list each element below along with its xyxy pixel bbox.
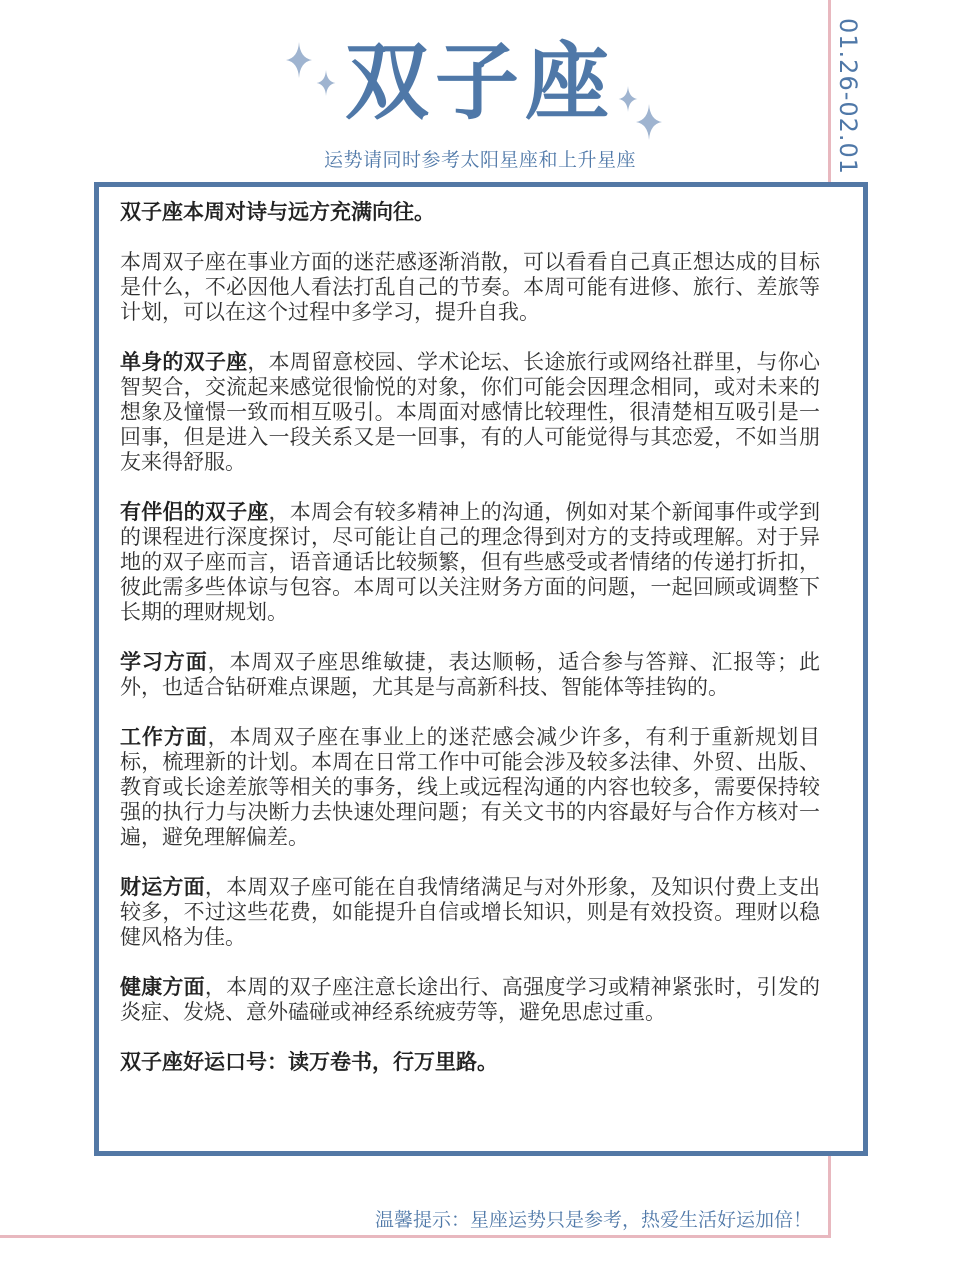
overview-paragraph: 本周双子座在事业方面的迷茫感逐渐消散，可以看看自己真正想达成的目标是什么，不必因他人看法打乱自己的节奏。本周可能有进修、旅行、差旅等计划，可以在这个过程中多学习，提升自我。 xyxy=(120,250,820,324)
page-subtitle: 运势请同时参考太阳星座和上升星座 xyxy=(323,149,636,171)
section-label: 财运方面 xyxy=(120,875,205,899)
date-range: 01.26-02.01 xyxy=(834,18,862,176)
section-label: 健康方面 xyxy=(120,975,205,999)
section-label: 有伴侣的双子座 xyxy=(120,500,269,524)
page-title: 双子座 xyxy=(344,33,615,131)
section-health: 健康方面，本周的双子座注意长途出行、高强度学习或精神紧张时，引发的炎症、发烧、意外磕碰或神经系统疲劳等，避免思虑过重。 xyxy=(120,975,820,1024)
section-work: 工作方面，本周双子座在事业上的迷茫感会减少许多，有利于重新规划目标，梳理新的计划。本周在日常工作中可能会涉及较多法律、外贸、出版、教育或长途差旅等相关的事务，线上或远程沟通的内容也较多，需要保持较强的执行力与决断力去快速处理问题；有关文书的内容最好与合作方核对一遍，避免理解偏差。 xyxy=(120,725,821,849)
horoscope-content xyxy=(120,200,820,1100)
section-label: 单身的双子座 xyxy=(120,350,248,374)
pink-horizontal-line xyxy=(0,1235,831,1238)
section-partnered: 有伴侣的双子座，本周会有较多精神上的沟通，例如对某个新闻事件或学到的课程进行深度探讨，尽可能让自己的理念得到对方的支持或理解。对于异地的双子座而言，语音通话比较频繁，但有些感受或者情绪的传递打折扣，彼此需多些体谅与包容。本周可以关注财务方面的问题，一起回顾或调整下长期的理财规划。 xyxy=(120,500,820,624)
intro-line: 双子座本周对诗与远方充满向往。 xyxy=(120,200,435,224)
section-study: 学习方面，本周双子座思维敏捷，表达顺畅，适合参与答辩、汇报等；此外，也适合钻研难点课题，尤其是与高新科技、智能体等挂钩的。 xyxy=(120,650,821,699)
footer-tip: 温馨提示：星座运势只是参考，热爱生活好运加倍！ xyxy=(374,1209,812,1231)
section-finance: 财运方面，本周双子座可能在自我情绪满足与对外形象，及知识付费上支出较多，不过这些花费，如能提升自信或增长知识，则是有效投资。理财以稳健风格为佳。 xyxy=(120,875,820,949)
slogan-line: 双子座好运口号：读万卷书，行万里路。 xyxy=(120,1050,498,1074)
section-label: 学习方面 xyxy=(120,650,208,674)
section-label: 工作方面 xyxy=(120,725,208,749)
section-single: 单身的双子座，本周留意校园、学术论坛、长途旅行或网络社群里，与你心智契合，交流起来感觉很愉悦的对象，你们可能会因理念相同，或对未来的想象及憧憬一致而相互吸引。本周面对感情比较理性，很清楚相互吸引是一回事，但是进入一段关系又是一回事，有的人可能觉得与其恋爱，不如当朋友来得舒服。 xyxy=(120,350,820,474)
